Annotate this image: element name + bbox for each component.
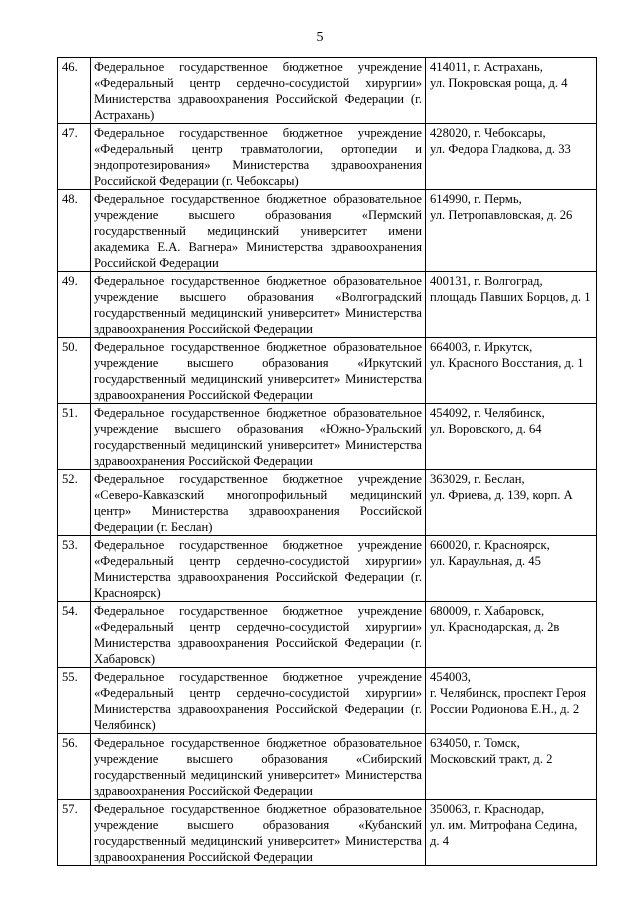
- address-line: д. 4: [430, 834, 450, 848]
- row-number: 50.: [58, 338, 91, 404]
- address-line: ул. Петропавловская, д. 26: [430, 208, 573, 222]
- address-line: ул. Воровского, д. 64: [430, 422, 542, 436]
- address-line: ул. Покровская роща, д. 4: [430, 76, 568, 90]
- row-number: 55.: [58, 668, 91, 734]
- address-line: 664003, г. Иркутск,: [430, 340, 533, 354]
- address-line: 400131, г. Волгоград,: [430, 274, 543, 288]
- address-line: ул. Караульная, д. 45: [430, 554, 541, 568]
- institution-address: [426, 404, 597, 470]
- address-line: г. Челябинск, проспект Героя: [430, 686, 587, 700]
- table-row: [58, 668, 597, 734]
- institution-address: [426, 190, 597, 272]
- address-line: ул. Краснодарская, д. 2в: [430, 620, 560, 634]
- institution-name: Федеральное государственное бюджетное образовательное учреждение высшего образования «Кубанский государственный медицинский университет» Министерства здравоохранения Российской Федерации: [91, 800, 426, 866]
- institution-address: [426, 668, 597, 734]
- address-line: Московский тракт, д. 2: [430, 752, 553, 766]
- institution-name: Федеральное государственное бюджетное образовательное учреждение высшего образования «Сибирский государственный медицинский университет» Министерства здравоохранения Российской Федерации: [91, 734, 426, 800]
- institution-address: [426, 536, 597, 602]
- institution-name: Федеральное государственное бюджетное образовательное учреждение высшего образования «Пермский государственный медицинский университет имени академика Е.А. Вагнера» Министерства здравоохранения Российской Федерации: [91, 190, 426, 272]
- institution-address: [426, 800, 597, 866]
- address-line: 454003,: [430, 670, 471, 684]
- table-row: [58, 58, 597, 124]
- institution-name: Федеральное государственное бюджетное учреждение «Федеральный центр сердечно-сосудистой хирургии» Министерства здравоохранения Российской Федерации (г. Красноярск): [91, 536, 426, 602]
- row-number: 54.: [58, 602, 91, 668]
- row-number: 53.: [58, 536, 91, 602]
- institution-name: Федеральное государственное бюджетное учреждение «Федеральный центр сердечно-сосудистой хирургии» Министерства здравоохранения Российской Федерации (г. Астрахань): [91, 58, 426, 124]
- row-number: 56.: [58, 734, 91, 800]
- institutions-table-body: [58, 58, 597, 866]
- address-line: ул. Красного Восстания, д. 1: [430, 356, 584, 370]
- institution-address: [426, 338, 597, 404]
- institution-address: [426, 470, 597, 536]
- row-number: 48.: [58, 190, 91, 272]
- table-row: [58, 190, 597, 272]
- institution-name: Федеральное государственное бюджетное образовательное учреждение высшего образования «Южно-Уральский государственный медицинский университет» Министерства здравоохранения Российской Федерации: [91, 404, 426, 470]
- table-row: [58, 536, 597, 602]
- table-row: [58, 338, 597, 404]
- address-line: 614990, г. Пермь,: [430, 192, 522, 206]
- table-row: [58, 124, 597, 190]
- institution-name: Федеральное государственное бюджетное учреждение «Федеральный центр сердечно-сосудистой хирургии» Министерства здравоохранения Российской Федерации (г. Челябинск): [91, 668, 426, 734]
- table-row: [58, 470, 597, 536]
- institution-address: [426, 734, 597, 800]
- institution-name: Федеральное государственное бюджетное учреждение «Северо-Кавказский многопрофильный медицинский центр» Министерства здравоохранения Российской Федерации (г. Беслан): [91, 470, 426, 536]
- institution-name: Федеральное государственное бюджетное образовательное учреждение высшего образования «Иркутский государственный медицинский университет» Министерства здравоохранения Российской Федерации: [91, 338, 426, 404]
- address-line: ул. Федора Гладкова, д. 33: [430, 142, 571, 156]
- address-line: ул. им. Митрофана Седина,: [430, 818, 578, 832]
- row-number: 51.: [58, 404, 91, 470]
- address-line: площадь Павших Борцов, д. 1: [430, 290, 591, 304]
- address-line: 680009, г. Хабаровск,: [430, 604, 545, 618]
- address-line: 414011, г. Астрахань,: [430, 60, 543, 74]
- page-number: 5: [316, 30, 324, 45]
- table-row: [58, 800, 597, 866]
- table-row: [58, 602, 597, 668]
- row-number: 46.: [58, 58, 91, 124]
- row-number: 52.: [58, 470, 91, 536]
- institution-address: [426, 124, 597, 190]
- institutions-table: [57, 57, 597, 866]
- institution-address: [426, 272, 597, 338]
- table-row: [58, 404, 597, 470]
- address-line: ул. Фриева, д. 139, корп. А: [430, 488, 573, 502]
- row-number: 57.: [58, 800, 91, 866]
- address-line: 454092, г. Челябинск,: [430, 406, 545, 420]
- address-line: 350063, г. Краснодар,: [430, 802, 545, 816]
- address-line: 363029, г. Беслан,: [430, 472, 525, 486]
- institution-name: Федеральное государственное бюджетное образовательное учреждение высшего образования «Волгоградский государственный медицинский университет» Министерства здравоохранения Российской Федерации: [91, 272, 426, 338]
- address-line: 634050, г. Томск,: [430, 736, 520, 750]
- institution-address: [426, 602, 597, 668]
- institution-name: Федеральное государственное бюджетное учреждение «Федеральный центр сердечно-сосудистой хирургии» Министерства здравоохранения Российской Федерации (г. Хабаровск): [91, 602, 426, 668]
- institution-name: Федеральное государственное бюджетное учреждение «Федеральный центр травматологии, ортопедии и эндопротезирования» Министерства здравоохранения Российской Федерации (г. Чебоксары): [91, 124, 426, 190]
- row-number: 49.: [58, 272, 91, 338]
- row-number: 47.: [58, 124, 91, 190]
- address-line: 660020, г. Красноярск,: [430, 538, 550, 552]
- table-row: [58, 734, 597, 800]
- address-line: России Родионова Е.Н., д. 2: [430, 702, 580, 716]
- address-line: 428020, г. Чебоксары,: [430, 126, 546, 140]
- institution-address: [426, 58, 597, 124]
- table-row: [58, 272, 597, 338]
